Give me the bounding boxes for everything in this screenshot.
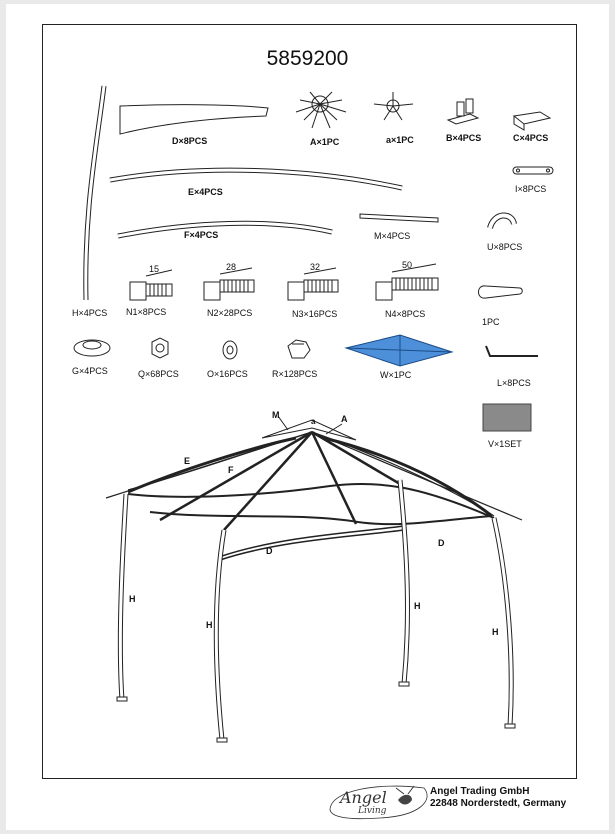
product-number: 5859200 (266, 47, 349, 70)
logo-angel: Angel (340, 788, 387, 807)
diagram-label-E: E (184, 456, 191, 466)
label-part-Q: Q×68PCS (138, 369, 179, 379)
diagram-label-M: M (272, 410, 280, 420)
diagram-label-A: A (341, 414, 348, 424)
label-part-N1: N1×8PCS (126, 307, 167, 317)
diagram-label-H1: H (129, 594, 136, 604)
bolt-length-N4: 50 (402, 260, 413, 270)
bolt-length-N3: 32 (310, 262, 321, 272)
label-part-H: H×4PCS (72, 308, 108, 318)
logo-living: Living (358, 806, 387, 816)
diagram-label-a: a (311, 417, 316, 426)
label-part-L: L×8PCS (497, 378, 531, 388)
label-wrench: 1PC (482, 317, 500, 327)
label-part-O: O×16PCS (207, 369, 248, 379)
label-part-M: M×4PCS (374, 231, 411, 241)
diagram-label-D-right: D (438, 538, 445, 548)
label-part-D: D×8PCS (172, 136, 208, 146)
company-info (430, 786, 566, 810)
diagram-label-H4: H (492, 627, 499, 637)
label-part-G: G×4PCS (72, 366, 108, 376)
company-address: 22848 Norderstedt, Germany (430, 798, 567, 809)
bolt-length-N2: 28 (226, 262, 237, 272)
bolt-length-N1: 15 (149, 264, 160, 274)
label-part-N2: N2×28PCS (207, 308, 253, 318)
label-part-C: C×4PCS (513, 133, 549, 143)
label-part-V: V×1SET (488, 439, 522, 449)
diagram-label-H2: H (206, 620, 213, 630)
company-name: Angel Trading GmbH (430, 786, 530, 797)
diagram-label-F: F (228, 465, 234, 475)
label-part-a: a×1PC (386, 135, 414, 145)
label-part-R: R×128PCS (272, 369, 318, 379)
label-part-I: I×8PCS (515, 184, 547, 194)
label-part-B: B×4PCS (446, 133, 482, 143)
label-part-U: U×8PCS (487, 242, 523, 252)
label-part-E: E×4PCS (188, 187, 223, 197)
label-part-N4: N4×8PCS (385, 309, 426, 319)
label-part-W: W×1PC (380, 370, 412, 380)
label-part-N3: N3×16PCS (292, 309, 338, 319)
diagram-label-D-left: D (266, 546, 273, 556)
label-part-F: F×4PCS (184, 230, 219, 240)
label-part-A: A×1PC (310, 137, 340, 147)
diagram-label-H3: H (414, 601, 421, 611)
